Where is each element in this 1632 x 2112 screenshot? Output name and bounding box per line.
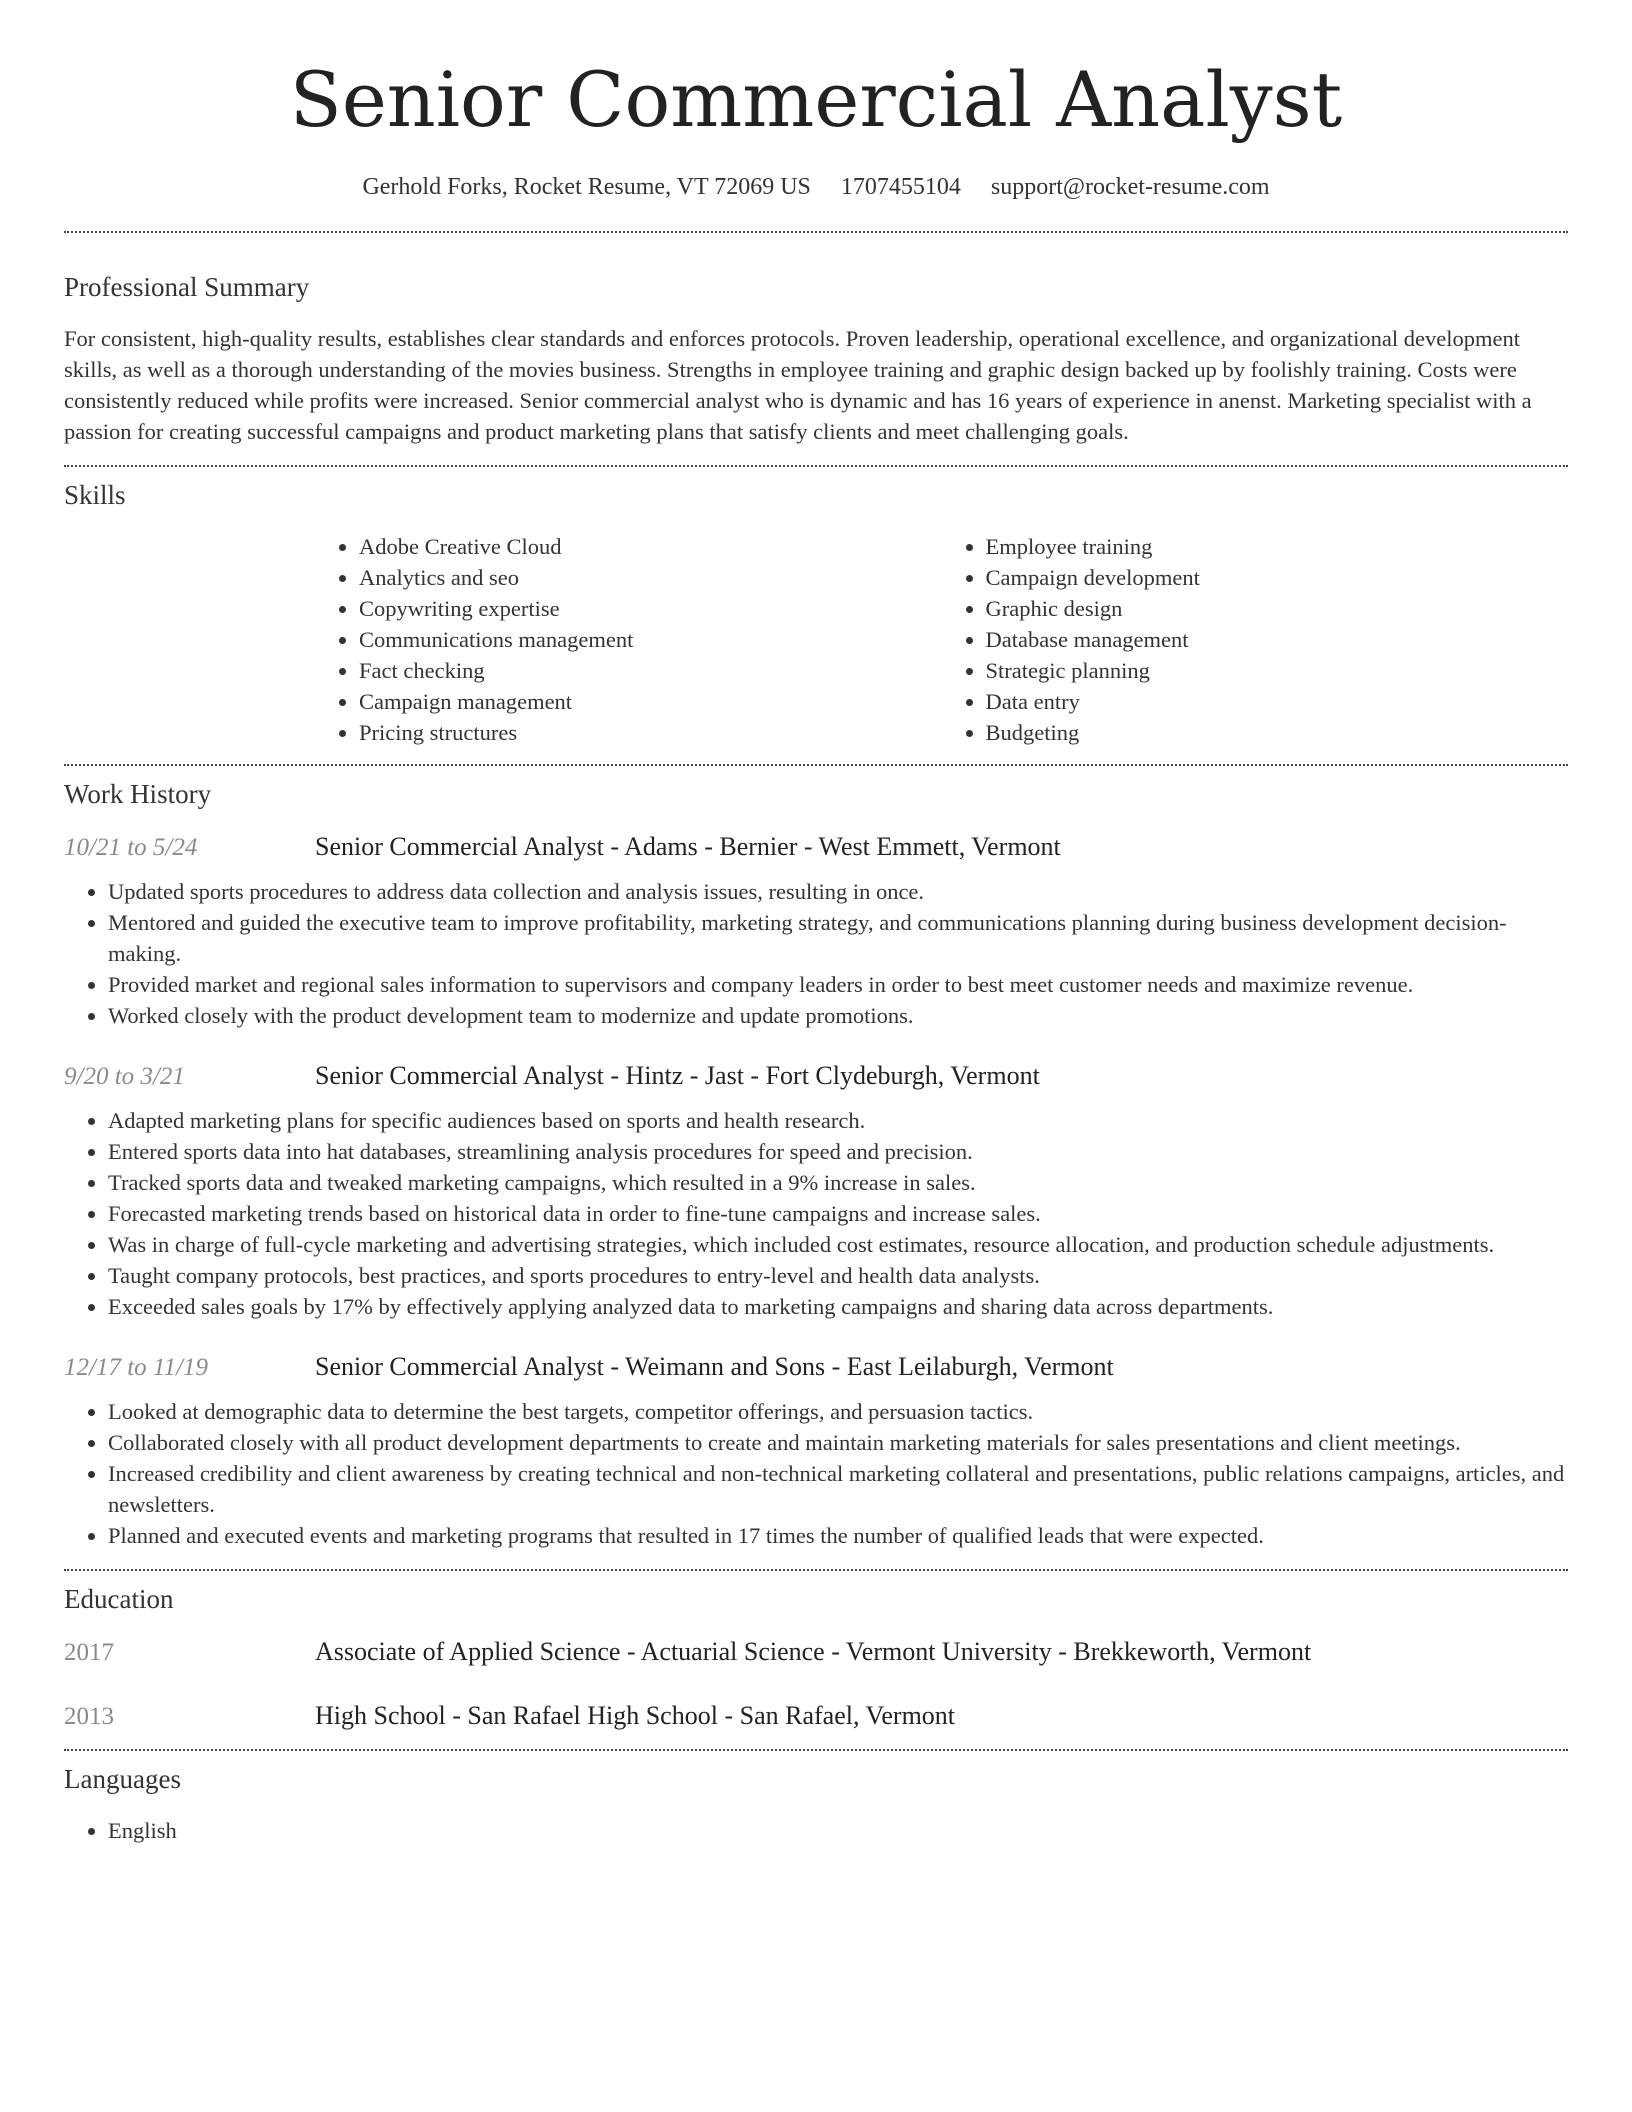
job-bullet: • Looked at demographic data to determine the best targets, competitor offerings, and persuasion tactics. bbox=[108, 1396, 1568, 1427]
section-divider bbox=[64, 231, 1568, 233]
skill-item: • Data entry bbox=[986, 686, 1569, 717]
job-bullet: • Tracked sports data and tweaked marketing campaigns, which resulted in a 9% increase in sales. bbox=[108, 1167, 1568, 1198]
job-header bbox=[64, 832, 1568, 862]
job-entry bbox=[64, 1061, 1568, 1322]
job-bullets bbox=[64, 1396, 1568, 1551]
language-item: • English bbox=[108, 1815, 1568, 1846]
contact-line bbox=[64, 170, 1568, 204]
skill-item: • Communications management bbox=[359, 624, 942, 655]
languages-heading: Languages bbox=[64, 1764, 181, 1794]
skill-item: • Employee training bbox=[986, 531, 1569, 562]
skills-list-right bbox=[942, 531, 1569, 748]
education-section bbox=[64, 1581, 1568, 1731]
job-dates: 10/21 to 5/24 bbox=[64, 834, 198, 861]
job-bullet: • Increased credibility and client awareness by creating technical and non-technical marketing collateral and presentations, public relations campaigns, articles, and newsletters. bbox=[108, 1458, 1568, 1520]
skill-item: • Budgeting bbox=[986, 717, 1569, 748]
work-section bbox=[64, 776, 1568, 1551]
job-bullet: • Collaborated closely with all product development departments to create and maintain marketing materials for sales presentations and client meetings. bbox=[108, 1427, 1568, 1458]
languages-section bbox=[64, 1761, 1568, 1846]
job-title: Senior Commercial Analyst - Weimann and Sons - East Leilaburgh, Vermont bbox=[315, 1352, 1114, 1381]
skill-item: • Strategic planning bbox=[986, 655, 1569, 686]
summary-text: For consistent, high-quality results, establishes clear standards and enforces protocols. Proven leadership, operational excellence, and organizational development skills, as well as a thorough understanding of the movies business. Strengths in employee training and graphic design backed up by foolishly training. Costs were consistently reduced while profits were increased. Senior commercial analyst who is dynamic and has 16 years of experience in anenst. Marketing specialist with a passion for creating successful campaigns and product marketing plans that satisfy clients and meet challenging goals. bbox=[64, 326, 1532, 444]
section-divider bbox=[64, 1749, 1568, 1751]
skill-item: • Analytics and seo bbox=[359, 562, 942, 593]
job-bullet: • Forecasted marketing trends based on historical data in order to fine-tune campaigns and increase sales. bbox=[108, 1198, 1568, 1229]
summary-heading: Professional Summary bbox=[64, 272, 310, 302]
education-year: 2017 bbox=[64, 1639, 114, 1666]
job-title: Senior Commercial Analyst - Adams - Bernier - West Emmett, Vermont bbox=[315, 832, 1061, 861]
education-entry bbox=[64, 1701, 1568, 1731]
education-title: Associate of Applied Science - Actuarial Science - Vermont University - Brekkeworth, Vermont bbox=[315, 1637, 1312, 1666]
job-dates: 9/20 to 3/21 bbox=[64, 1063, 185, 1090]
skill-item: • Graphic design bbox=[986, 593, 1569, 624]
job-title: Senior Commercial Analyst - Hintz - Jast - Fort Clydeburgh, Vermont bbox=[315, 1061, 1040, 1090]
work-heading: Work History bbox=[64, 779, 212, 809]
skills-columns bbox=[315, 531, 1568, 748]
education-title: High School - San Rafael High School - San Rafael, Vermont bbox=[315, 1701, 956, 1730]
job-bullets bbox=[64, 876, 1568, 1031]
job-bullet: • Adapted marketing plans for specific audiences based on sports and health research. bbox=[108, 1105, 1568, 1136]
contact-phone: 1707455104 bbox=[840, 174, 961, 200]
education-entry bbox=[64, 1637, 1568, 1667]
skills-list-left bbox=[315, 531, 942, 748]
job-entry bbox=[64, 832, 1568, 1031]
skills-section bbox=[64, 477, 1568, 748]
skill-item: • Adobe Creative Cloud bbox=[359, 531, 942, 562]
skill-item: • Database management bbox=[986, 624, 1569, 655]
languages-list bbox=[64, 1815, 1568, 1846]
job-header bbox=[64, 1061, 1568, 1091]
skill-item: • Pricing structures bbox=[359, 717, 942, 748]
job-bullet: • Updated sports procedures to address data collection and analysis issues, resulting in once. bbox=[108, 876, 1568, 907]
job-bullets bbox=[64, 1105, 1568, 1322]
skill-item: • Fact checking bbox=[359, 655, 942, 686]
skills-heading: Skills bbox=[64, 480, 126, 510]
education-year: 2013 bbox=[64, 1703, 114, 1730]
job-bullet: • Planned and executed events and marketing programs that resulted in 17 times the number of qualified leads that were expected. bbox=[108, 1520, 1568, 1551]
education-heading: Education bbox=[64, 1584, 174, 1614]
contact-email: support@rocket-resume.com bbox=[990, 174, 1270, 200]
job-bullet: • Provided market and regional sales information to supervisors and company leaders in order to best meet customer needs and maximize revenue. bbox=[108, 969, 1568, 1000]
skill-item: • Copywriting expertise bbox=[359, 593, 942, 624]
job-bullet: • Mentored and guided the executive team to improve profitability, marketing strategy, and communications planning during business development decision-making. bbox=[108, 907, 1568, 969]
job-entry bbox=[64, 1352, 1568, 1551]
job-bullet: • Was in charge of full-cycle marketing and advertising strategies, which included cost estimates, resource allocation, and production schedule adjustments. bbox=[108, 1229, 1568, 1260]
job-bullet: • Entered sports data into hat databases, streamlining analysis procedures for speed and precision. bbox=[108, 1136, 1568, 1167]
section-divider bbox=[64, 764, 1568, 766]
skill-item: • Campaign management bbox=[359, 686, 942, 717]
section-divider bbox=[64, 465, 1568, 467]
section-divider bbox=[64, 1569, 1568, 1571]
job-header bbox=[64, 1352, 1568, 1382]
contact-address: Gerhold Forks, Rocket Resume, VT 72069 US bbox=[362, 174, 811, 200]
job-bullet: • Exceeded sales goals by 17% by effectively applying analyzed data to marketing campaigns and sharing data across departments. bbox=[108, 1291, 1568, 1322]
skill-item: • Campaign development bbox=[986, 562, 1569, 593]
job-bullet: • Worked closely with the product development team to modernize and update promotions. bbox=[108, 1000, 1568, 1031]
resume-name: Senior Commercial Analyst bbox=[289, 55, 1343, 144]
summary-section bbox=[64, 269, 1568, 447]
job-bullet: • Taught company protocols, best practices, and sports procedures to entry-level and health data analysts. bbox=[108, 1260, 1568, 1291]
job-dates: 12/17 to 11/19 bbox=[64, 1354, 208, 1381]
